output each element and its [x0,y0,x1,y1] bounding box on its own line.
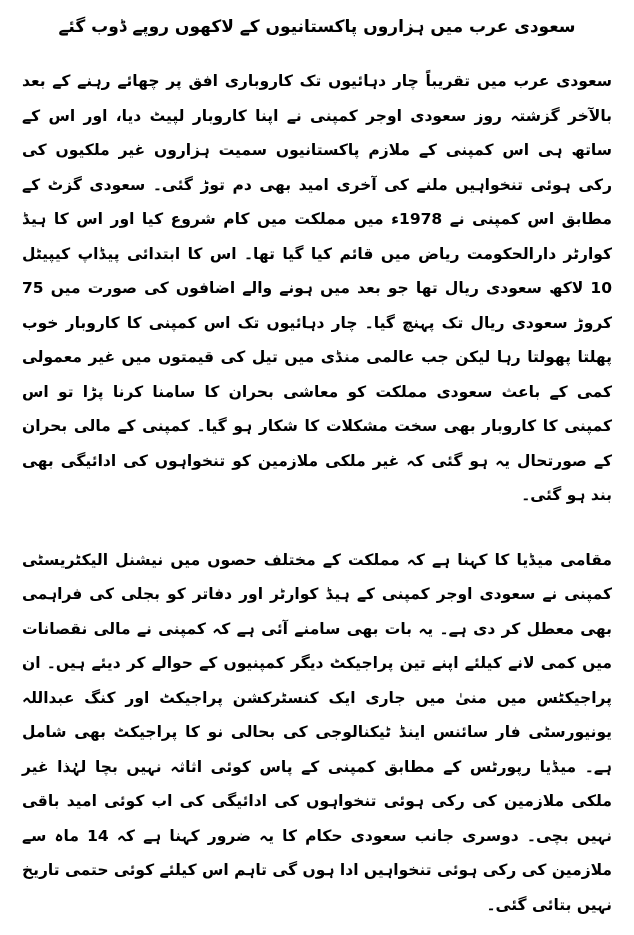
article-paragraph: مقامی میڈیا کا کہنا ہے کہ مملکت کے مختلف حصوں میں نیشنل الیکٹریسٹی کمپنی نے سعودی اوجر کمپنی کے ہیڈ کوارٹر اور دفاتر کو بجلی کی فراہمی بھی معطل کر دی ہے۔ یہ بات بھی سامنے آئی ہے کہ کمپنی نے مالی نقصانات میں کمی لانے کیلئے اپنے تین پراجیکٹ دیگر کمپنیوں کے حوالے کر دیئے ہیں۔ ان پراجیکٹس میں منیٰ میں جاری ایک کنسٹرکشن پراجیکٹ اور کنگ عبداللہ یونیورسٹی فار سائنس اینڈ ٹیکنالوجی کی بحالی نو کا پراجیکٹ بھی شامل ہے۔ میڈیا رپورٹس کے مطابق کمپنی کے پاس کوئی اثاثہ نہیں بچا لہٰذا غیر ملکی ملازمین کی رکی ہوئی تنخواہوں کی ادائیگی کی اب کوئی امید باقی نہیں بچی۔ دوسری جانب سعودی حکام کا یہ ضرور کہنا ہے کہ 14 ماہ سے ملازمین کی رکی ہوئی تنخواہیں ادا ہوں گی تاہم اس کیلئے کوئی حتمی تاریخ نہیں بتائی گئی۔ [22,550,612,914]
article-paragraph: سعودی عرب میں تقریباً چار دہائیوں تک کاروباری افق پر چھائے رہنے کے بعد بالآخر گزشتہ روز سعودی اوجر کمپنی نے اپنا کاروبار لپیٹ دیا، اور اس کے ساتھ ہی اس کمپنی کے ملازم پاکستانیوں سمیت ہزاروں غیر ملکیوں کی رکی ہوئی تنخواہیں ملنے کی آخری امید بھی دم توڑ گئی۔ سعودی گزٹ کے مطابق اس کمپنی نے 1978ء میں مملکت میں کام شروع کیا اور اس کا ہیڈ کوارٹر دارالحکومت ریاض میں قائم کیا گیا تھا۔ اس کا ابتدائی پیڈاپ کیپیٹل 10 لاکھ سعودی ریال تھا جو بعد میں ہونے والے اضافوں کی صورت میں 75 کروڑ سعودی ریال تک پہنچ گیا۔ چار دہائیوں تک اس کمپنی کا کاروبار خوب پھلتا پھولتا رہا لیکن جب عالمی منڈی میں تیل کی قیمتوں میں غیر معمولی کمی کے باعث سعودی مملکت کو معاشی بحران کا سامنا کرنا پڑا تو اس کمپنی کا کاروبار بھی سخت مشکلات کا شکار ہو گیا۔ کمپنی کے مالی بحران کے صورتحال یہ ہو گئی کہ غیر ملکی ملازمین کو تنخواہوں کی ادائیگی بھی بند ہو گئی۔ [22,72,612,504]
article-headline: سعودی عرب میں ہزاروں پاکستانیوں کے لاکھوں روپے ڈوب گئے [58,17,576,37]
